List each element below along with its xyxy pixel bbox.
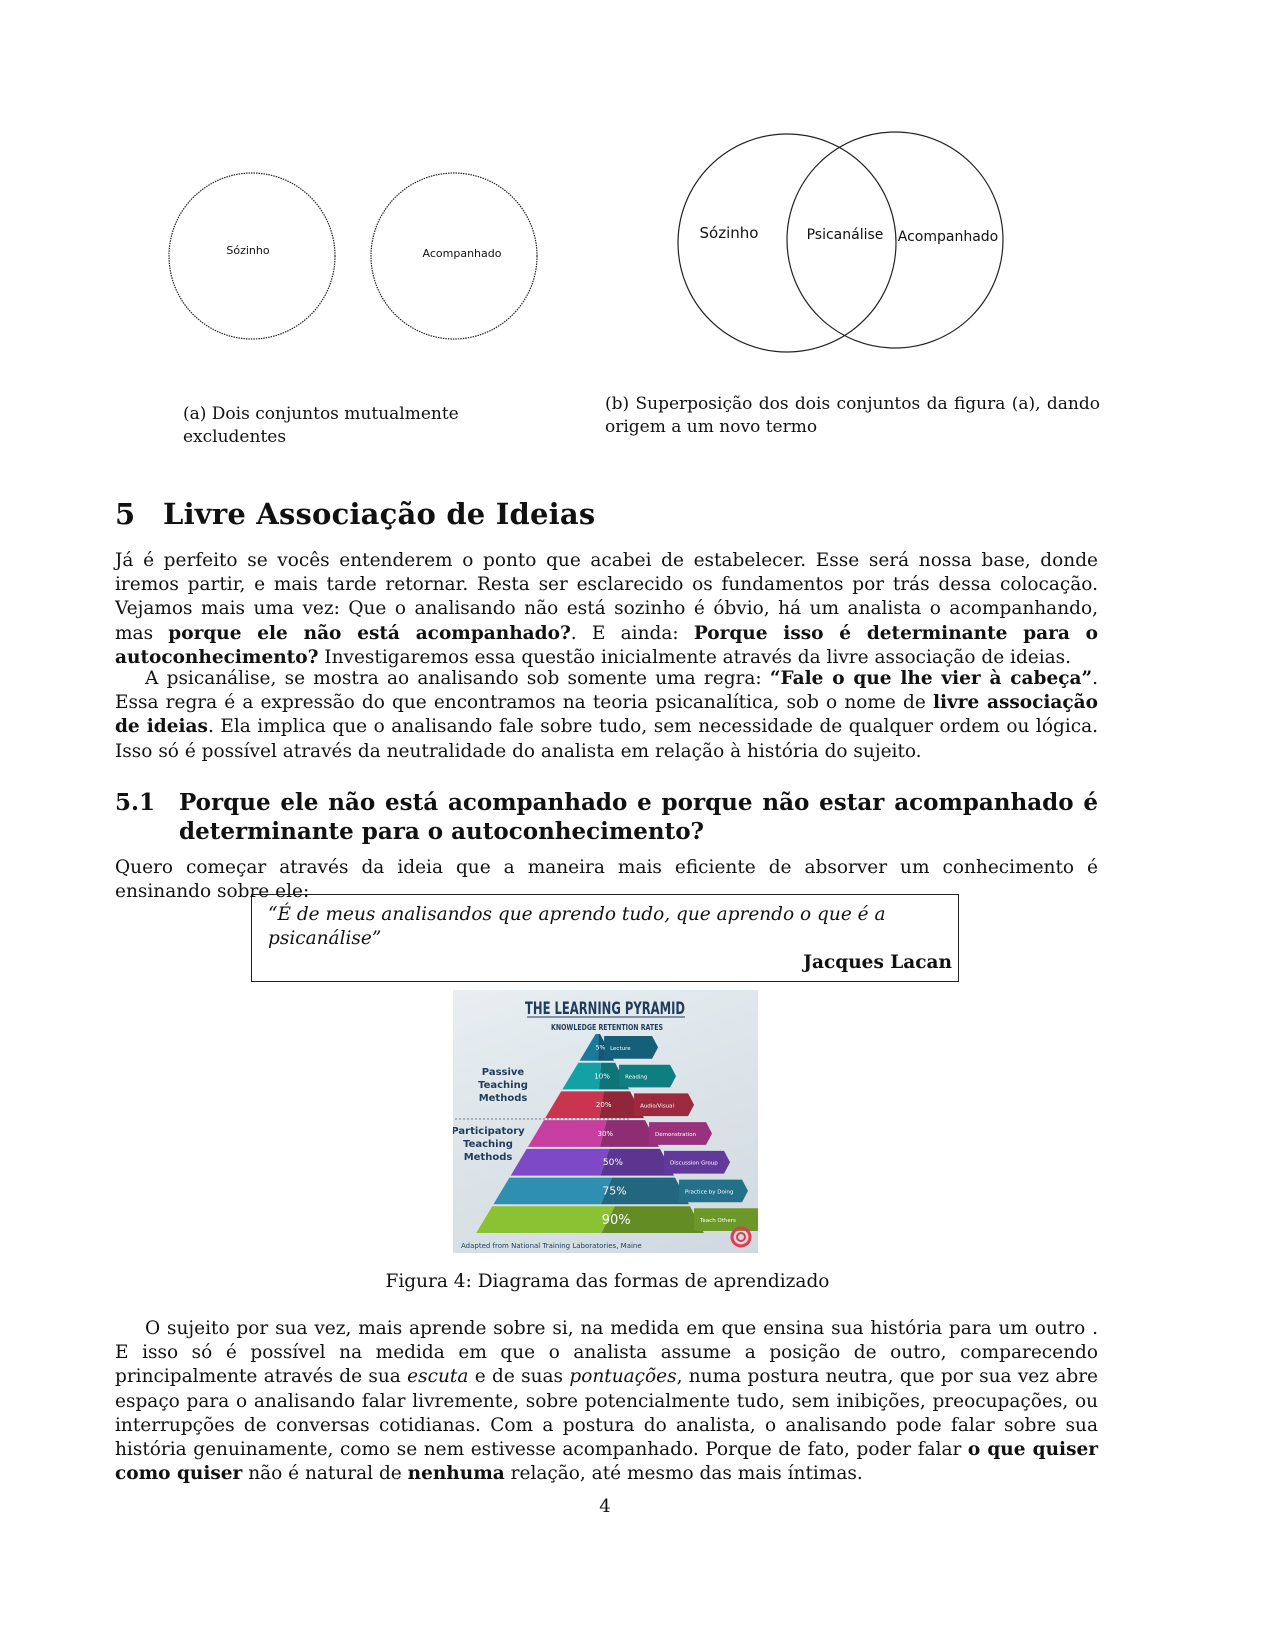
p4-text-2: e de suas [468,1366,570,1388]
pyramid-level-7-label: Teach Others [700,1218,736,1225]
pyramid-subtitle: KNOWLEDGE RETENTION RATES [551,1023,664,1032]
figure-a-diagram [160,160,560,360]
passive-label-1: Passive [481,1067,525,1078]
pyramid-level-6-front [493,1178,612,1205]
label-alone-b: Sózinho [699,224,759,242]
learning-pyramid-figure [453,990,758,1253]
pyramid-level-2-percent: 10% [594,1072,610,1081]
p2-bold-1: “Fale o que lhe vier à cabeça” [769,668,1093,689]
figure-a-caption: (a) Dois conjuntos mutualmente excludentes [183,404,459,447]
pyramid-level-5-front [511,1149,610,1176]
pyramid-level-7-percent: 90% [601,1212,631,1228]
section-heading [115,497,595,531]
p1-text-2: . E ainda: [570,622,694,644]
p2-text-3: . Ela implica que o analisando fale sobre tudo, sem necessidade de qualquer ordem ou lógica. Isso só é possível através da neutralidade do analista em relação à história do sujeito. [115,716,1099,762]
p2-text-1: A psicanálise, se mostra ao analisando sob somente uma regra: [145,668,770,689]
passive-label-2: Teaching [478,1080,528,1091]
label-accompanied: Acompanhado [422,247,502,260]
pyramid-level-2-label: Reading [625,1074,648,1081]
paragraph-2 [115,667,1098,764]
p4-text-1: O sujeito por sua vez, mais aprende sobre si, na medida em que ensina sua história para um outro . E isso só é possível na medida em que o analista assume a posição de outro, comparecendo principalmente através de sua [115,1318,1098,1388]
p4-text-3: , numa postura neutra, que por sua vez abre espaço para o analisando falar livremente, sobre potencialmente tudo, sem inibições, preocupações, ou interrupções de conversas cotidianas. Com a postura do analista, o analisando pode falar sobre sua história genuinamente, como se nem estivesse acompanhado. Porque de fato, poder falar [115,1366,1098,1461]
pyramid-level-6-percent: 75% [602,1184,627,1198]
p1-bold-2: Porque isso é determinante para o autoconhecimento? [115,622,1098,668]
p1-bold-1: porque ele não está acompanhado? [168,622,571,644]
quote-author: Jacques Lacan [803,952,952,973]
p4-text-5: relação, até mesmo das mais íntimas. [504,1463,863,1485]
paragraph-3: Quero começar através da ideia que a maneira mais eficiente de absorver um conhecimento é ensinando sobre ele: [115,857,1098,903]
subsection-title: Porque ele não está acompanhado e porque não estar acompanhado é determinante para o autoconhecimento? [179,789,1098,845]
pyramid-level-3-label: Audio/Visual [640,1103,674,1110]
section-title: Livre Associação de Ideias [163,497,596,531]
page-number: 4 [599,1496,611,1517]
pyramid-level-3-percent: 20% [595,1101,612,1110]
pyramid-level-1-percent: 5% [595,1044,606,1052]
pyramid-level-4-label: Demonstration [655,1132,697,1138]
p1-text-1: Já é perfeito se vocês entenderem o ponto que acabei de estabelecer. Esse será nossa base, donde iremos partir, e mais tarde retornar. Resta ser esclarecido os fundamentos por trás dessa colocação. Vejamos mais uma vez: Que o analisando não está sozinho é óbvio, há um analista o acompanhando, mas [115,550,1098,644]
subsection-heading [115,788,1098,846]
p1-text-3: Investigaremos essa questão inicialmente através da livre associação de ideias. [318,646,1072,668]
participatory-label-1: Participatory [453,1126,525,1137]
p4-italic-2: pontuações [569,1366,677,1388]
pyramid-level-4-percent: 30% [597,1129,614,1138]
passive-label-3: Methods [478,1093,528,1104]
label-psychoanalysis: Psicanálise [806,227,884,243]
learning-pyramid-svg [453,990,758,1253]
participatory-label-2: Teaching [463,1139,513,1150]
p4-text-4: não é natural de [242,1463,408,1485]
pyramid-title: THE LEARNING PYRAMID [525,999,685,1019]
quote-text: “É de meus analisandos que aprendo tudo, que aprendo o que é a psicanálise” [268,904,886,949]
subsection-number: 5.1 [115,789,156,816]
p2-text-2: . Essa regra é a expressão do que encontramos na teoria psicanalítica, sob o nome de [115,668,1098,714]
pyramid-level-7-front [476,1206,615,1233]
p2-bold-2: livre associação de ideias [115,692,1099,738]
paragraph-1 [115,549,1098,670]
pyramid-level-4-front [528,1120,607,1147]
quote-box [251,894,959,982]
pyramid-level-5-label: Discussion Group [670,1160,718,1167]
paragraph-4 [115,1317,1098,1486]
pyramid-footer: Adapted from National Training Laboratories, Maine [461,1242,642,1250]
label-alone: Sózinho [226,244,270,257]
p4-bold-2: nenhuma [407,1463,505,1485]
label-accompanied-b: Acompanhado [897,229,999,245]
pyramid-level-6-label: Practice by Doing [685,1189,734,1196]
figure-b-caption: (b) Superposição dos dois conjuntos da figura (a), dando origem a um novo termo [605,394,1100,437]
p4-bold-1: o que quiser como quiser [115,1439,1098,1485]
section-number: 5 [115,497,136,531]
pyramid-level-5-percent: 50% [602,1158,623,1169]
participatory-label-3: Methods [463,1152,513,1163]
figure-b-diagram [670,128,1020,360]
pyramid-level-1-label: Lecture [610,1045,631,1052]
p4-italic-1: escuta [407,1366,469,1388]
pyramid-caption: Figura 4: Diagrama das formas de aprendizado [385,1271,830,1292]
